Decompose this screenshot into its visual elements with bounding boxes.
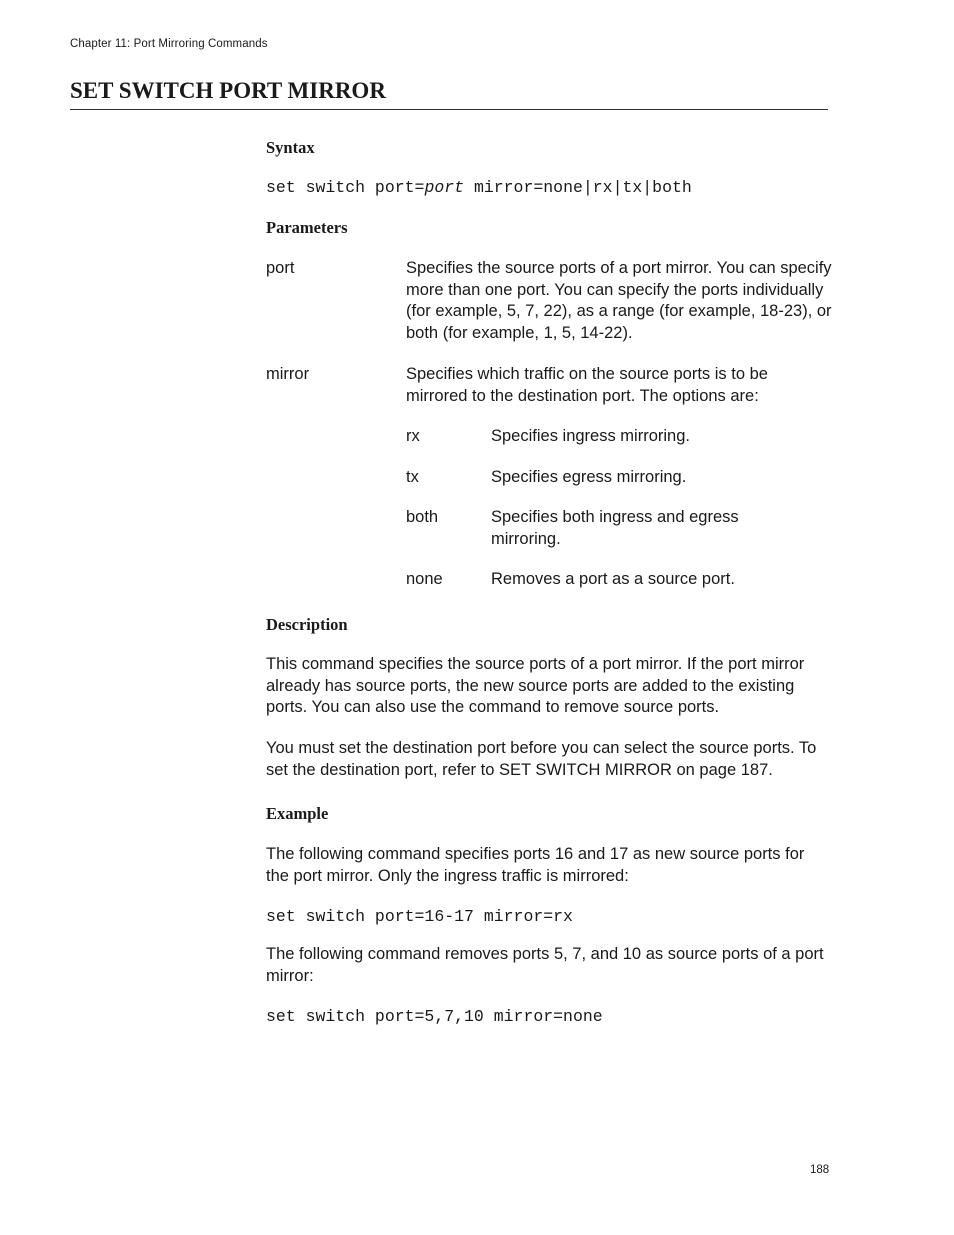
example-heading: Example	[266, 804, 329, 823]
title-rule	[70, 109, 828, 110]
option-desc-rx: Specifies ingress mirroring.	[491, 427, 690, 445]
example-paragraph: The following command removes ports 5, 7, and 10 as source ports of a port mirror:	[266, 945, 824, 985]
param-name-port: port	[266, 259, 295, 277]
syntax-port-var: port	[424, 178, 465, 197]
syntax-heading: Syntax	[266, 138, 315, 157]
running-header: Chapter 11: Port Mirroring Commands	[70, 38, 268, 50]
syntax-suffix: mirror=none|rx|tx|both	[464, 178, 692, 197]
description-heading: Description	[266, 615, 348, 634]
page-number: 188	[810, 1164, 830, 1176]
param-desc-port: Specifies the source ports of a port mirror. You can specify more than one port. You can specify the ports individually (for example, 5, 7, 22), as a range (for example, 18-23), or both (for example, 1, 5, 14-22).	[406, 259, 832, 342]
option-name-rx: rx	[406, 427, 420, 445]
page-title: SET SWITCH PORT MIRROR	[70, 78, 386, 103]
option-name-both: both	[406, 508, 439, 526]
example-command: set switch port=5,7,10 mirror=none	[266, 1007, 603, 1026]
option-desc-tx: Specifies egress mirroring.	[491, 468, 687, 486]
syntax-command	[266, 178, 692, 197]
example-paragraph: The following command specifies ports 16 and 17 as new source ports for the port mirror. Only the ingress traffic is mirrored:	[266, 845, 805, 885]
option-desc-none: Removes a port as a source port.	[491, 570, 735, 588]
parameters-heading: Parameters	[266, 218, 348, 237]
param-name-mirror: mirror	[266, 365, 310, 383]
option-name-none: none	[406, 570, 443, 588]
option-desc-both: Specifies both ingress and egress mirroring.	[491, 508, 739, 548]
syntax-prefix: set switch port=	[266, 178, 425, 197]
example-command: set switch port=16-17 mirror=rx	[266, 907, 573, 926]
description-paragraph: This command specifies the source ports of a port mirror. If the port mirror already has source ports, the new source ports are added to the existing ports. You can also use the command to remove source ports.	[266, 655, 805, 716]
description-paragraph: You must set the destination port before you can select the source ports. To set the destination port, refer to SET SWITCH MIRROR on page 187.	[266, 739, 817, 779]
param-desc-mirror: Specifies which traffic on the source ports is to be mirrored to the destination port. The options are:	[406, 365, 768, 405]
option-name-tx: tx	[406, 468, 419, 486]
